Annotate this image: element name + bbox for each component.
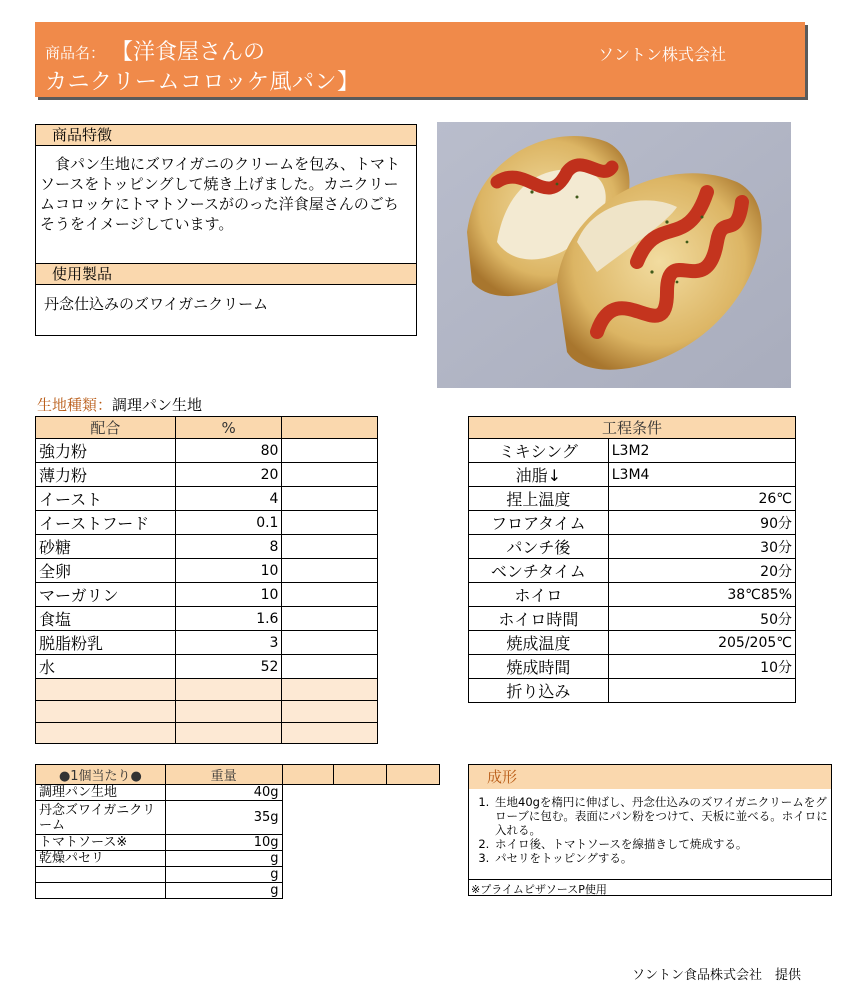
recipe-ingredient: 食塩: [36, 607, 176, 631]
per-piece-row: [36, 801, 440, 835]
recipe-percent: 3: [175, 631, 282, 655]
recipe-header-row: [36, 417, 378, 439]
process-step-name: パンチ後: [469, 535, 609, 559]
process-step-value: L3M4: [608, 463, 795, 487]
recipe-percent: [175, 700, 282, 722]
per-piece-weight: 35g: [165, 801, 282, 835]
recipe-percent: 80: [175, 439, 282, 463]
recipe-ingredient: 薄力粉: [36, 463, 176, 487]
recipe-percent: [175, 722, 282, 744]
recipe-row: [36, 511, 378, 535]
recipe-col-blank: [282, 417, 378, 439]
recipe-ingredient: イーストフード: [36, 511, 176, 535]
process-row: [469, 679, 796, 703]
product-name-label: 商品名：: [45, 44, 106, 62]
process-step-name: ミキシング: [469, 439, 609, 463]
per-piece-row: [36, 785, 440, 801]
recipe-blank-cell: [282, 535, 378, 559]
recipe-row: [36, 535, 378, 559]
per-piece-item: [36, 883, 166, 899]
recipe-row: [36, 607, 378, 631]
recipe-row: [36, 559, 378, 583]
recipe-percent: 10: [175, 583, 282, 607]
per-piece-weight: g: [165, 867, 282, 883]
recipe-percent: [175, 679, 282, 701]
process-step-value: 30分: [608, 535, 795, 559]
per-piece-col-blank: [387, 765, 440, 785]
recipe-row: [36, 631, 378, 655]
process-step-name: 焼成温度: [469, 631, 609, 655]
recipe-blank-cell: [282, 722, 378, 744]
process-row: [469, 655, 796, 679]
per-piece-weight: g: [165, 883, 282, 899]
process-row: [469, 463, 796, 487]
process-step-name: ホイロ時間: [469, 607, 609, 631]
recipe-ingredient: [36, 700, 176, 722]
process-table: [468, 416, 796, 703]
recipe-blank-cell: [282, 559, 378, 583]
dough-type: [37, 394, 202, 415]
recipe-row: [36, 583, 378, 607]
process-step-value: 38℃85%: [608, 583, 795, 607]
per-piece-item: トマトソース※: [36, 835, 166, 851]
shaping-heading: 成形: [469, 765, 831, 789]
process-step-value: 20分: [608, 559, 795, 583]
recipe-ingredient: マーガリン: [36, 583, 176, 607]
per-piece-item: 乾燥パセリ: [36, 851, 166, 867]
shaping-note: ※プライムピザソースP使用: [469, 879, 831, 895]
recipe-percent: 52: [175, 655, 282, 679]
process-step-name: 焼成時間: [469, 655, 609, 679]
footer-credit: ソントン食品株式会社 提供: [632, 968, 802, 983]
dough-type-label: 生地種類：: [37, 396, 113, 414]
process-step-value: 90分: [608, 511, 795, 535]
recipe-ingredient: 脱脂粉乳: [36, 631, 176, 655]
process-row: [469, 607, 796, 631]
recipe-ingredient: 強力粉: [36, 439, 176, 463]
recipe-blank-cell: [282, 631, 378, 655]
process-row: [469, 487, 796, 511]
company-name: ソントン株式会社: [598, 45, 727, 64]
per-piece-item: 調理パン生地: [36, 785, 166, 801]
used-product-name: 丹念仕込みのズワイガニクリーム: [44, 295, 269, 313]
process-step-value: L3M2: [608, 439, 795, 463]
recipe-blank-cell: [282, 583, 378, 607]
dough-type-value: 調理パン生地: [112, 396, 203, 414]
recipe-ingredient: イースト: [36, 487, 176, 511]
recipe-blank-cell: [282, 607, 378, 631]
process-row: [469, 439, 796, 463]
process-step-name: ベンチタイム: [469, 559, 609, 583]
shaping-step: 1. 生地40gを楕円に伸ばし、丹念仕込みのズワイガニクリームをグローブに包む。表面にパン粉をつけて、天板に並べる。ホイロに入れる。: [493, 795, 831, 837]
recipe-percent: 4: [175, 487, 282, 511]
recipe-row: [36, 722, 378, 744]
product-title-line1: 【洋食屋さんの: [111, 40, 266, 65]
shaping-step: 2. ホイロ後、トマトソースを線描きして焼成する。: [493, 837, 831, 851]
per-piece-row: [36, 883, 440, 899]
per-piece-col-weight: 重量: [165, 765, 282, 785]
recipe-blank-cell: [282, 463, 378, 487]
recipe-row: [36, 679, 378, 701]
per-piece-item: 丹念ズワイガニクリーム: [36, 801, 166, 835]
per-piece-col-blank: [282, 765, 334, 785]
recipe-blank-cell: [282, 487, 378, 511]
recipe-row: [36, 439, 378, 463]
per-piece-item: [36, 867, 166, 883]
recipe-ingredient: [36, 722, 176, 744]
per-piece-col-blank: [334, 765, 387, 785]
title-banner: [35, 22, 805, 97]
per-piece-col-name: ●1個当たり●: [36, 765, 166, 785]
process-header-row: [469, 417, 796, 439]
recipe-percent: 20: [175, 463, 282, 487]
recipe-ingredient: [36, 679, 176, 701]
recipe-row: [36, 700, 378, 722]
recipe-blank-cell: [282, 679, 378, 701]
recipe-ingredient: 砂糖: [36, 535, 176, 559]
process-row: [469, 511, 796, 535]
process-step-value: 26℃: [608, 487, 795, 511]
per-piece-row: [36, 867, 440, 883]
recipe-row: [36, 487, 378, 511]
per-piece-row: [36, 835, 440, 851]
shaping-box: [468, 764, 832, 896]
per-piece-weight: 10g: [165, 835, 282, 851]
feature-heading: 商品特徴: [36, 125, 416, 146]
process-row: [469, 535, 796, 559]
shaping-steps: [483, 795, 831, 865]
recipe-blank-cell: [282, 655, 378, 679]
process-step-name: 折り込み: [469, 679, 609, 703]
recipe-ingredient: 水: [36, 655, 176, 679]
feature-description: 食パン生地にズワイガニのクリームを包み、トマトソースをトッピングして焼き上げました。カニクリームコロッケにトマトソースがのった洋食屋さんのごちそうをイメージしています。: [36, 146, 416, 264]
process-step-name: 捏上温度: [469, 487, 609, 511]
recipe-col-percent: %: [175, 417, 282, 439]
recipe-percent: 10: [175, 559, 282, 583]
process-row: [469, 583, 796, 607]
process-step-name: ホイロ: [469, 583, 609, 607]
shaping-step: 3. パセリをトッピングする。: [493, 851, 831, 865]
process-step-name: フロアタイム: [469, 511, 609, 535]
process-row: [469, 559, 796, 583]
recipe-blank-cell: [282, 439, 378, 463]
per-piece-row: [36, 851, 440, 867]
process-step-value: [608, 679, 795, 703]
per-piece-weight: 40g: [165, 785, 282, 801]
recipe-blank-cell: [282, 700, 378, 722]
per-piece-table: [35, 764, 440, 899]
recipe-percent: 8: [175, 535, 282, 559]
product-photo: [437, 122, 791, 388]
recipe-row: [36, 463, 378, 487]
used-product-heading: 使用製品: [36, 264, 416, 285]
recipe-percent: 0.1: [175, 511, 282, 535]
process-row: [469, 631, 796, 655]
process-heading: 工程条件: [469, 417, 796, 439]
per-piece-weight: g: [165, 851, 282, 867]
recipe-ingredient: 全卵: [36, 559, 176, 583]
per-piece-header-row: [36, 765, 440, 785]
product-feature-box: [35, 124, 417, 336]
recipe-row: [36, 655, 378, 679]
recipe-percent: 1.6: [175, 607, 282, 631]
recipe-col-ingredient: 配合: [36, 417, 176, 439]
recipe-blank-cell: [282, 511, 378, 535]
product-title-line2: カニクリームコロッケ風パン】: [45, 70, 360, 95]
process-step-value: 205/205℃: [608, 631, 795, 655]
recipe-table: [35, 416, 378, 744]
process-step-value: 50分: [608, 607, 795, 631]
process-step-value: 10分: [608, 655, 795, 679]
process-step-name: 油脂↓: [469, 463, 609, 487]
